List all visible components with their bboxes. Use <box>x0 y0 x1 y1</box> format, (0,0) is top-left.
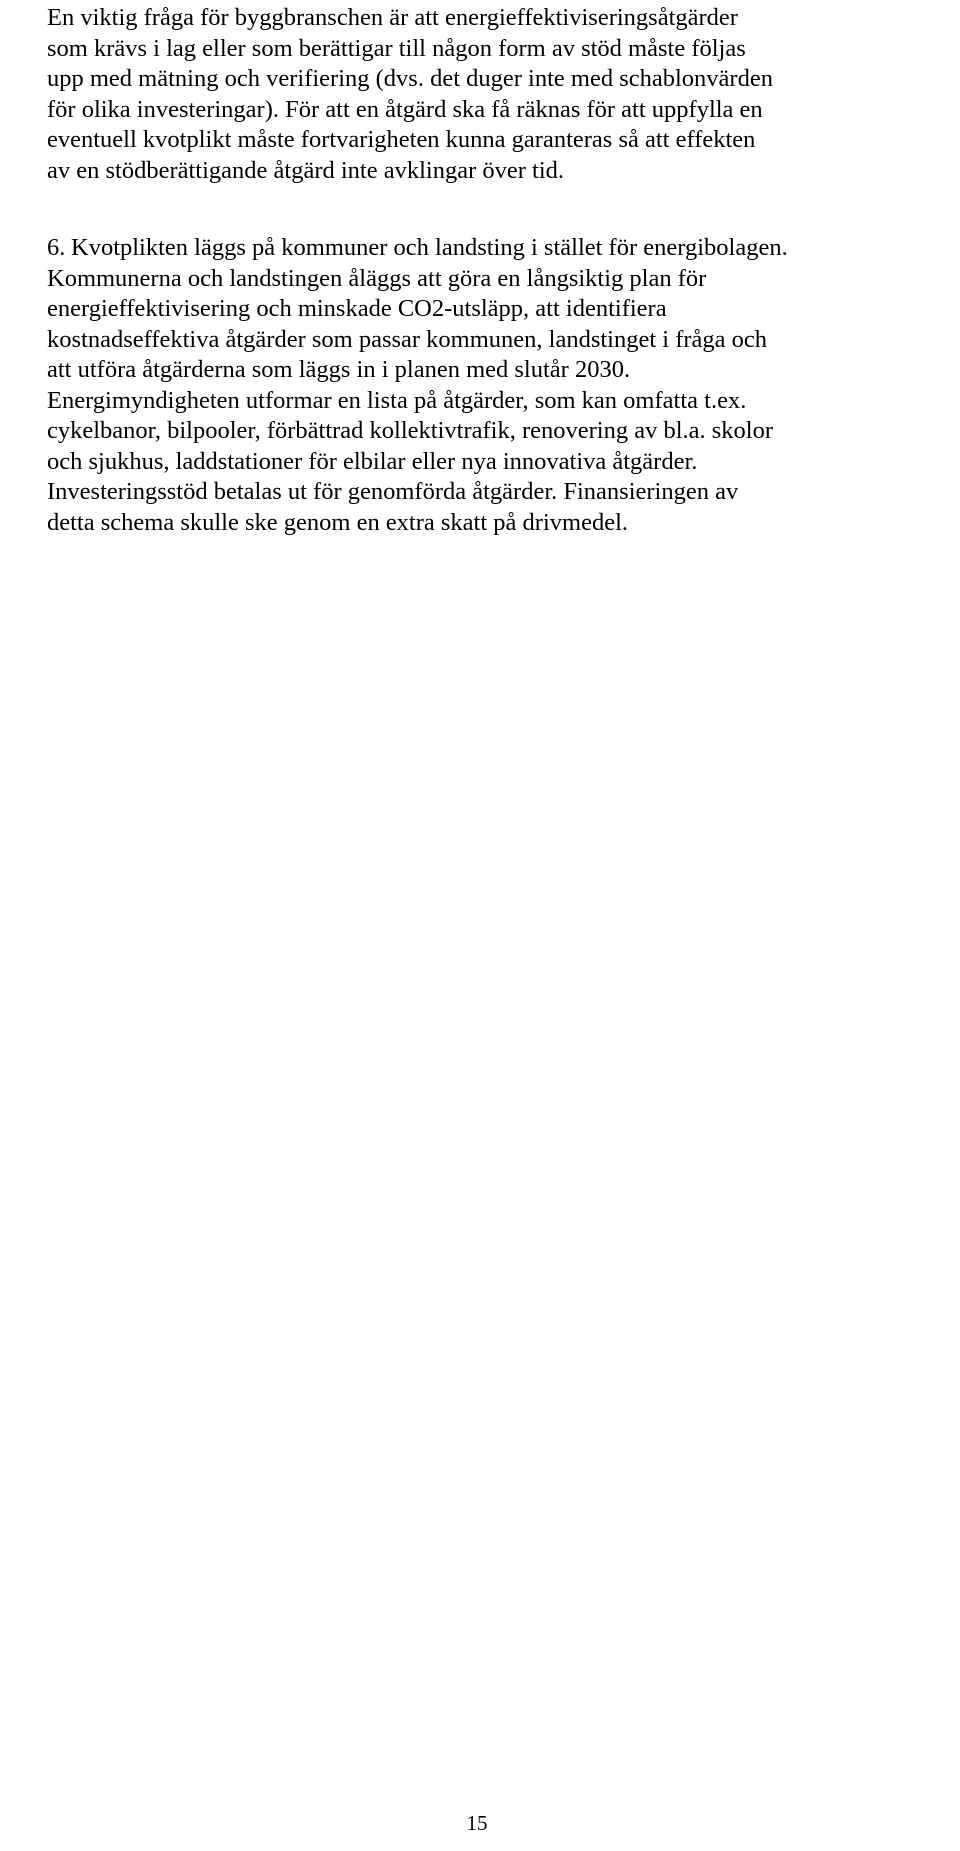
text-line: Kommunerna och landstingen åläggs att göra en långsiktig plan för <box>47 264 707 292</box>
numbered-item-6 <box>47 233 947 538</box>
text-line: som krävs i lag eller som berättigar till någon form av stöd måste följas <box>47 34 746 62</box>
list-number: 6. <box>47 234 66 261</box>
text-line: Energimyndigheten utformar en lista på åtgärder, som kan omfatta t.ex. <box>47 386 747 414</box>
text-line: En viktig fråga för byggbranschen är att energieffektiviseringsåtgärder <box>47 4 738 31</box>
list-item-heading-text: Kvotplikten läggs på kommuner och landsting i stället för energibolagen. <box>71 234 788 261</box>
text-line: av en stödberättigande åtgärd inte avklingar över tid. <box>47 156 565 184</box>
paragraph-measurement-verification <box>47 3 947 186</box>
page-number: 15 <box>466 1811 488 1835</box>
text-line: cykelbanor, bilpooler, förbättrad kollektivtrafik, renovering av bl.a. skolor <box>47 417 774 444</box>
text-line: och sjukhus, laddstationer för elbilar eller nya innovativa åtgärder. <box>47 447 698 475</box>
text-line: Investeringsstöd betalas ut för genomförda åtgärder. Finansieringen av <box>47 478 739 505</box>
text-line: upp med mätning och verifiering (dvs. det duger inte med schablonvärden <box>47 65 773 92</box>
text-line: för olika investeringar). För att en åtgärd ska få räknas för att uppfylla en <box>47 95 763 123</box>
text-line: eventuell kvotplikt måste fortvarigheten kunna garanteras så att effekten <box>47 126 756 153</box>
text-line: att utföra åtgärderna som läggs in i planen med slutår 2030. <box>47 356 631 383</box>
text-line: kostnadseffektiva åtgärder som passar kommunen, landstinget i fråga och <box>47 325 768 353</box>
text-line: detta schema skulle ske genom en extra skatt på drivmedel. <box>47 508 629 536</box>
text-line: energieffektivisering och minskade CO2-utsläpp, att identifiera <box>47 295 667 322</box>
list-item-first-line <box>47 233 947 264</box>
